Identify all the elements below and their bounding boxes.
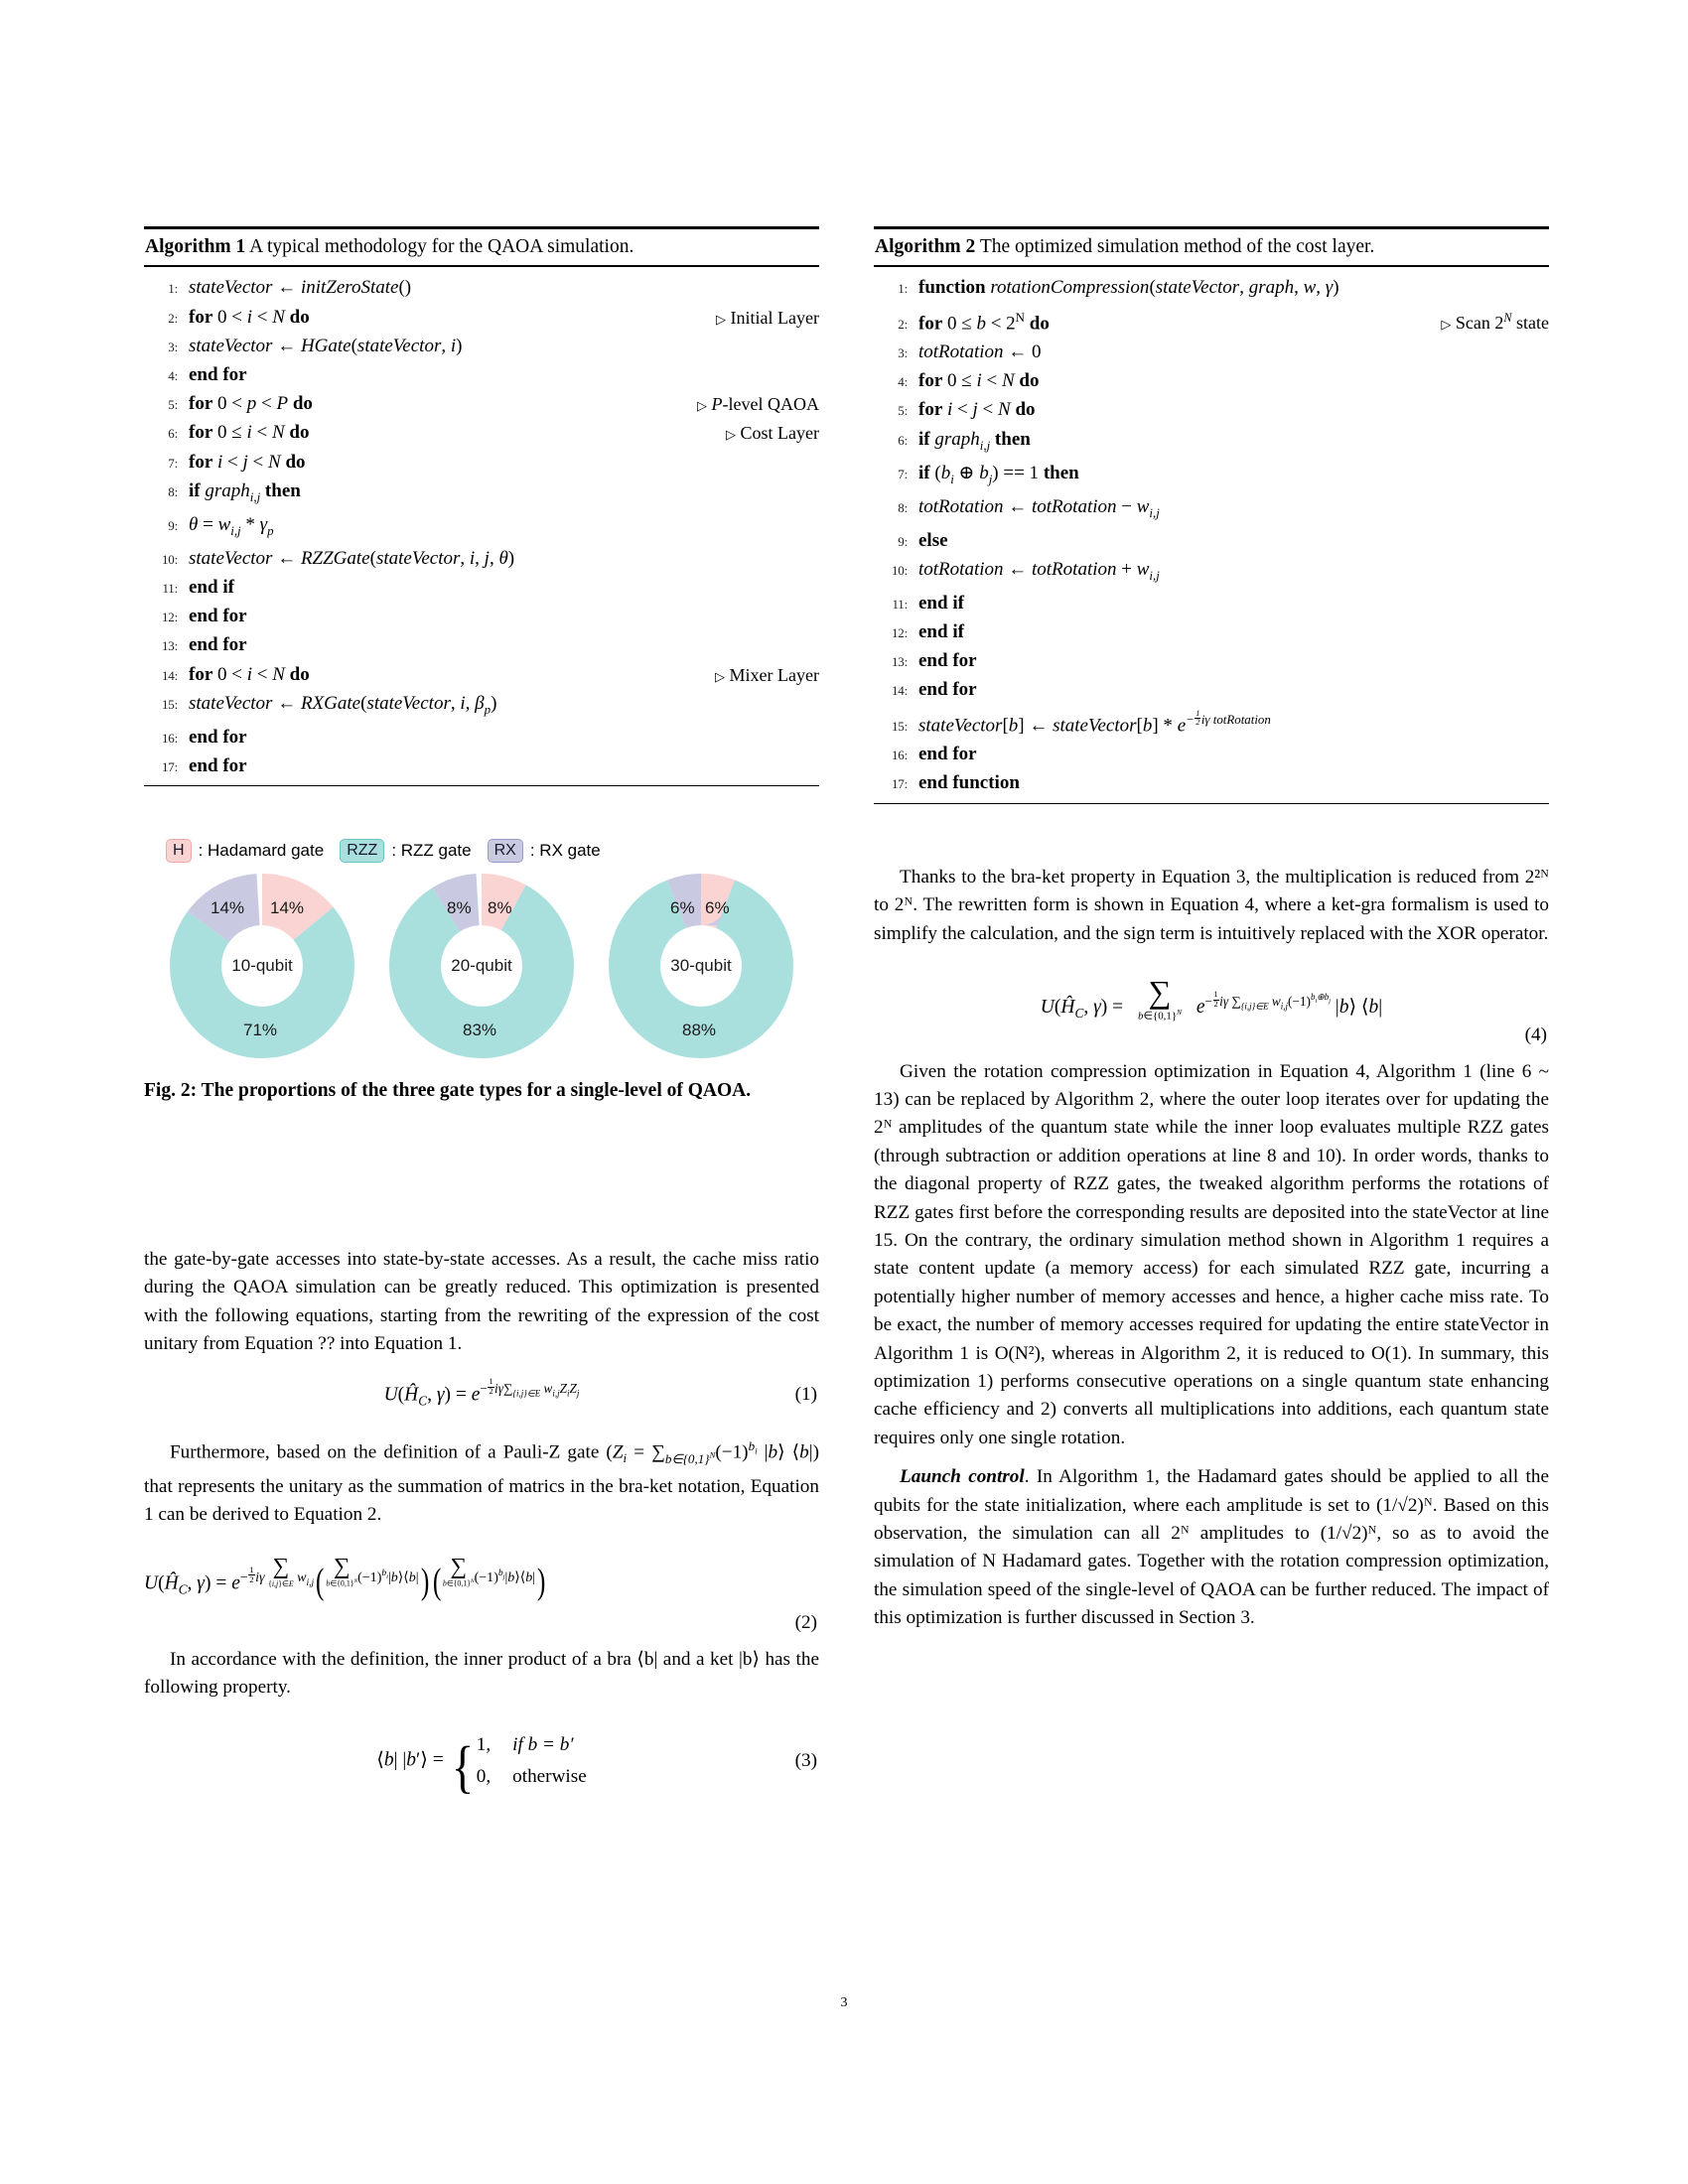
line-number: 4 : xyxy=(144,362,178,390)
equation-3-body: ⟨b| |b′⟩ = { 1, if b = b′ 0, otherwise xyxy=(376,1731,587,1791)
line-code: totRotation ← totRotation + $w_{i,j}$ xyxy=(918,558,1160,583)
line-code: $\theta = w_{i,j} * \gamma_p$ xyxy=(189,513,274,538)
equation-2-body: $U(Ĥ_C$, $\gamma) = e^{- \frac{1}{2} i\gamma \sum \{i,j\}\in E w_{i,j}( \sum b\in\{0,1\}^N (-1)^{b_i}|b⟩⟨b|)( \sum b\in\{0,1\}^N (-1)^{b_j}|b⟩⟨b|)}$ xyxy=(144,1553,546,1601)
line-code: end function xyxy=(918,772,1020,794)
algorithm-2-label: Algorithm 2 xyxy=(875,236,976,257)
line-number: 2 : xyxy=(874,311,908,339)
paragraph-text-b: ) that represents the unitary as the summation of matrics in the bra-ket notation, Equation 1 can be derived to Equation 2. xyxy=(144,1441,819,1526)
donut-center-label-30qubit: 30-qubit xyxy=(670,956,732,975)
line-code: stateVector ← RXGate(stateVector, i, $\beta_p$) xyxy=(189,692,497,717)
rzz-gate-icon: RZZ xyxy=(340,839,384,863)
line-number: 7 : xyxy=(874,461,908,488)
algo-line xyxy=(874,647,1549,676)
line-number: 14 : xyxy=(144,662,178,690)
equation-1 xyxy=(144,1375,819,1416)
algorithm-1-block xyxy=(144,226,819,786)
algo-line xyxy=(144,511,819,545)
algo-line xyxy=(874,339,1549,367)
algo-line xyxy=(874,527,1549,556)
algo-line xyxy=(144,361,819,390)
line-comment: ▷ Initial Layer xyxy=(716,307,819,328)
line-number: 11 : xyxy=(874,591,908,618)
eq3-case-2: otherwise xyxy=(512,1766,587,1788)
algo-line xyxy=(144,274,819,303)
line-code: if graph$_{i,j}$ then xyxy=(918,428,1031,453)
algo-line xyxy=(874,590,1549,618)
line-code: end for xyxy=(918,744,977,765)
figure-2 xyxy=(144,834,819,1101)
donut-chart-10qubit xyxy=(170,874,354,1058)
line-number: 5 : xyxy=(874,397,908,425)
line-number: 17 : xyxy=(874,770,908,798)
algo-line xyxy=(144,603,819,631)
legend-label-rx: : RX gate xyxy=(529,841,601,860)
paragraph-text-a: Furthermore, based on the definition of a Pauli-Z gate ( xyxy=(170,1441,613,1463)
algorithm-2-block xyxy=(874,226,1549,804)
paragraph: Thanks to the bra-ket property in Equation 3, the multiplication is reduced from 2²ᴺ to 2ᴺ. The rewritten form is shown in Equation 4, where a ket-gra formalism is used to simplify the calculation, and the sign term is intuitively replaced with the XOR operator. xyxy=(874,867,1549,944)
line-code: stateVector ← HGate(stateVector, i) xyxy=(189,335,463,356)
line-number: 9 : xyxy=(144,512,178,540)
line-comment: ▷ Scan $2^N$ state xyxy=(1441,310,1549,333)
line-number: 15 : xyxy=(874,713,908,741)
eq3-value-1: 1, xyxy=(476,1734,492,1756)
paragraph: the gate-by-gate accesses into state-by-state accesses. As a result, the cache miss ratio during the QAOA simulation can be greatly reduced. This optimization is presented with the following equations, starting from the rewriting of the expression of the cost unitary from Equation ?? into Equation 1. xyxy=(144,1249,819,1355)
line-comment: ▷ P-level QAOA xyxy=(697,394,819,415)
line-code: for 0 < i < N do xyxy=(189,663,310,685)
line-number: 10 : xyxy=(874,557,908,585)
algorithm-2-title xyxy=(874,229,1549,265)
figure-2-caption: Fig. 2: The proportions of the three gate types for a single-level of QAOA. xyxy=(144,1080,752,1101)
page-number: 3 xyxy=(840,1995,848,2010)
line-code: end if xyxy=(918,621,964,643)
algorithm-1-title xyxy=(144,229,819,265)
rule-bottom xyxy=(874,803,1549,804)
algo-line xyxy=(144,304,819,333)
algo-line xyxy=(874,396,1549,425)
algo-line xyxy=(874,769,1549,798)
algo-line xyxy=(874,676,1549,705)
donut-slice-label-rx: 14% xyxy=(211,898,245,917)
paragraph: Given the rotation compression optimization in Equation 4, Algorithm 1 (line 6 ~ 13) can be replaced by Algorithm 2, where the outer loop iterates over for updating the 2ᴺ amplitudes of the quantum state while the inner loop evaluates multiple RZZ gates (through subtraction or addition operations at line 8 and 10). In order words, thanks to the diagonal property of RZZ gates, the tweaked algorithm performs the rotations of RZZ gates first before the corresponding results are deposited into the stateVector at line 15. On the contrary, the ordinary simulation method shown in Algorithm 1 requires a state content update (a memory access) for each simulated RZZ gate, incurring a potentially higher number of memory accesses and hence, a higher cache miss rate. To be exact, the number of memory accesses required for updating the entire stateVector in Algorithm 1 is O(N²), whereas in Algorithm 2, it is reduced to O(1). In summary, this optimization 1) performs consecutive operations on a single quantum state enhancing cache efficiency and 2) converts all multiplications into additions, each quantum state requires only one single rotation. xyxy=(874,1060,1549,1448)
line-code: function rotationCompression(stateVector, graph, w, γ) xyxy=(918,277,1339,299)
line-code: for 0 < i < N do xyxy=(189,306,310,328)
donut-slice-label-rzz: 71% xyxy=(243,1021,278,1039)
algo-line xyxy=(144,449,819,478)
algo-line xyxy=(144,390,819,419)
line-code: for 0 ≤ i < N do xyxy=(918,370,1040,392)
paragraph-text: . In Algorithm 1, the Hadamard gates should be applied to all the qubits for the state initialization, where each amplitude is set to (1/√2)ᴺ. Based on this observation, the simulation can all 2ᴺ amplitudes to (1/√2)ᴺ, so as to avoid the simulation of N Hadamard gates. Together with the rotation compression optimization, the simulation speed of the single-level of QAOA can be further reduced. The impact of this optimization is further discussed in Section 3. xyxy=(874,1466,1549,1629)
line-number: 3 : xyxy=(144,334,178,361)
donut-slice-label-hadamard: 6% xyxy=(705,898,730,917)
eq3-value-2: 0, xyxy=(476,1766,492,1788)
line-code: stateVector[b] ← stateVector[b] * $e^{- \frac{1}{2} i\gamma totRotation}$ xyxy=(918,708,1271,736)
line-number: 3 : xyxy=(874,340,908,367)
algo-line xyxy=(874,706,1549,742)
line-comment: ▷ Cost Layer xyxy=(726,423,819,444)
line-code: end for xyxy=(189,754,247,776)
equation-3-tag: (3) xyxy=(794,1750,817,1772)
equation-4-tag: (4) xyxy=(1524,1024,1547,1046)
line-number: 5 : xyxy=(144,391,178,419)
algo-line xyxy=(144,631,819,660)
paragraph: In accordance with the definition, the inner product of a bra ⟨b| and a ket |b⟩ has the following property. xyxy=(144,1648,819,1698)
algo-line xyxy=(874,556,1549,590)
line-code: end if xyxy=(189,576,234,598)
line-number: 9 : xyxy=(874,528,908,556)
algo-line xyxy=(144,752,819,781)
paragraph: Furthermore, based on the definition of a Pauli-Z gate ($Z_i = \sum_{b\in\{0,1\}^N}(-1)^{b_i}$ |b⟩ ⟨b|) that represents the unitary as the summation of matrics in the bra-ket notation, Equation 1 can be derived to Equation 2. xyxy=(144,1438,819,1526)
line-number: 8 : xyxy=(144,478,178,506)
algo-line xyxy=(144,724,819,752)
equation-4 xyxy=(874,974,1549,1046)
line-number: 2 : xyxy=(144,305,178,333)
line-code: if graph$_{i,j}$ then xyxy=(189,479,301,504)
donut-slice-label-rzz: 88% xyxy=(682,1021,717,1039)
left-text-column xyxy=(144,1246,819,1809)
algo-line xyxy=(144,690,819,724)
algo-line xyxy=(144,661,819,690)
paragraph-launch-control xyxy=(874,1463,1549,1632)
line-code: stateVector ← RZZGate(stateVector, i, j, θ) xyxy=(189,547,515,569)
algo-line xyxy=(144,574,819,603)
line-code: else xyxy=(918,529,948,551)
donut-slice-label-rx: 8% xyxy=(447,898,472,917)
algo-line xyxy=(144,419,819,448)
equation-2-tag: (2) xyxy=(794,1612,817,1634)
hadamard-gate-icon: H xyxy=(166,839,192,863)
equation-1-tag: (1) xyxy=(794,1383,817,1405)
algo-line xyxy=(874,426,1549,460)
donut-center-label-20qubit: 20-qubit xyxy=(451,956,512,975)
line-code: totRotation ← totRotation − $w_{i,j}$ xyxy=(918,495,1160,520)
algo-line xyxy=(874,304,1549,340)
rule-mid xyxy=(144,265,819,267)
line-code: for i < j < N do xyxy=(189,451,306,473)
algo-line xyxy=(874,618,1549,647)
line-number: 8 : xyxy=(874,494,908,522)
line-number: 13 : xyxy=(874,648,908,676)
line-code: for $0 \le b < 2^N$ do xyxy=(918,309,1050,334)
algorithm-1-caption: A typical methodology for the QAOA simulation. xyxy=(249,236,634,257)
donut-slice-label-hadamard: 8% xyxy=(488,898,512,917)
donut-slice-label-rx: 6% xyxy=(670,898,695,917)
line-code: totRotation ← 0 xyxy=(918,341,1042,363)
equation-3 xyxy=(144,1731,819,1799)
algo-line xyxy=(874,741,1549,769)
algo-line xyxy=(874,460,1549,493)
algorithm-1-lines xyxy=(144,271,819,781)
line-number: 6 : xyxy=(874,427,908,455)
line-number: 16 : xyxy=(874,742,908,769)
algo-line xyxy=(874,493,1549,527)
legend-item-rx xyxy=(488,839,601,863)
line-number: 7 : xyxy=(144,450,178,478)
line-number: 1 : xyxy=(874,275,908,303)
line-number: 11 : xyxy=(144,575,178,603)
line-number: 4 : xyxy=(874,368,908,396)
legend-item-hadamard xyxy=(166,839,324,863)
legend-label-rzz: : RZZ gate xyxy=(391,841,472,860)
donut-chart-30qubit xyxy=(609,874,793,1058)
line-code: for i < j < N do xyxy=(918,399,1036,421)
eq3-case-1: if b = b′ xyxy=(512,1734,574,1756)
rule-bottom xyxy=(144,785,819,786)
runin-heading: Launch control xyxy=(900,1466,1025,1488)
algo-line xyxy=(144,333,819,361)
line-number: 1 : xyxy=(144,275,178,303)
algorithm-2-caption: The optimized simulation method of the cost layer. xyxy=(979,236,1375,257)
right-text-column xyxy=(874,864,1549,1644)
line-number: 10 : xyxy=(144,546,178,574)
line-number: 12 : xyxy=(874,619,908,647)
line-code: end for xyxy=(189,634,247,656)
line-code: end for xyxy=(918,650,977,672)
line-number: 14 : xyxy=(874,677,908,705)
equation-4-body: $U(Ĥ_C$, γ) = ∑ $b\in\{0,1\}^N$ $e^{- \frac{1}{2} i\gamma \sum_{\{i,j\}\in E} w_{i,j}(-1)^{b_i\oplus b_j}}$ |b⟩ ⟨b| xyxy=(1040,974,1383,1024)
line-number: 17 : xyxy=(144,753,178,781)
rule-mid xyxy=(874,265,1549,267)
equation-2 xyxy=(144,1553,819,1634)
line-code: end for xyxy=(189,363,247,385)
legend-label-hadamard: : Hadamard gate xyxy=(198,841,325,860)
line-number: 12 : xyxy=(144,604,178,631)
algo-line xyxy=(144,545,819,574)
line-code: end for xyxy=(189,606,247,627)
line-code: end for xyxy=(189,726,247,748)
line-number: 16 : xyxy=(144,725,178,752)
algo-line xyxy=(874,367,1549,396)
chart-legend xyxy=(144,834,819,868)
line-number: 15 : xyxy=(144,691,178,719)
donut-center-label-10qubit: 10-qubit xyxy=(231,956,293,975)
line-code: for 0 ≤ i < N do xyxy=(189,422,310,444)
line-comment: ▷ Mixer Layer xyxy=(715,664,819,685)
line-code: if ($b_i$ ⊕ $b_j) == 1$ then xyxy=(918,462,1079,486)
legend-item-rzz xyxy=(340,839,471,863)
donut-chart-20qubit xyxy=(389,874,574,1058)
line-number: 6 : xyxy=(144,420,178,448)
line-code: end for xyxy=(918,679,977,701)
algorithm-2-lines xyxy=(874,271,1549,798)
algo-line xyxy=(874,274,1549,303)
donut-chart-group xyxy=(144,874,819,1062)
algorithm-1-label: Algorithm 1 xyxy=(145,236,246,257)
donut-slice-label-rzz: 83% xyxy=(463,1021,497,1039)
line-number: 13 : xyxy=(144,632,178,660)
donut-slice-label-hadamard: 14% xyxy=(270,898,305,917)
line-code: stateVector ← initZeroState() xyxy=(189,277,412,299)
equation-1-body: $U(Ĥ_C$, $\gamma) = e^{- \frac{1}{2} i\gamma\sum_{\{i,j\}\in E} w_{i,j}Z_iZ_j}$ xyxy=(383,1377,580,1409)
rx-gate-icon: RX xyxy=(488,839,523,863)
algo-line xyxy=(144,478,819,511)
line-code: for 0 < p < P do xyxy=(189,393,313,415)
line-code: end if xyxy=(918,592,964,614)
